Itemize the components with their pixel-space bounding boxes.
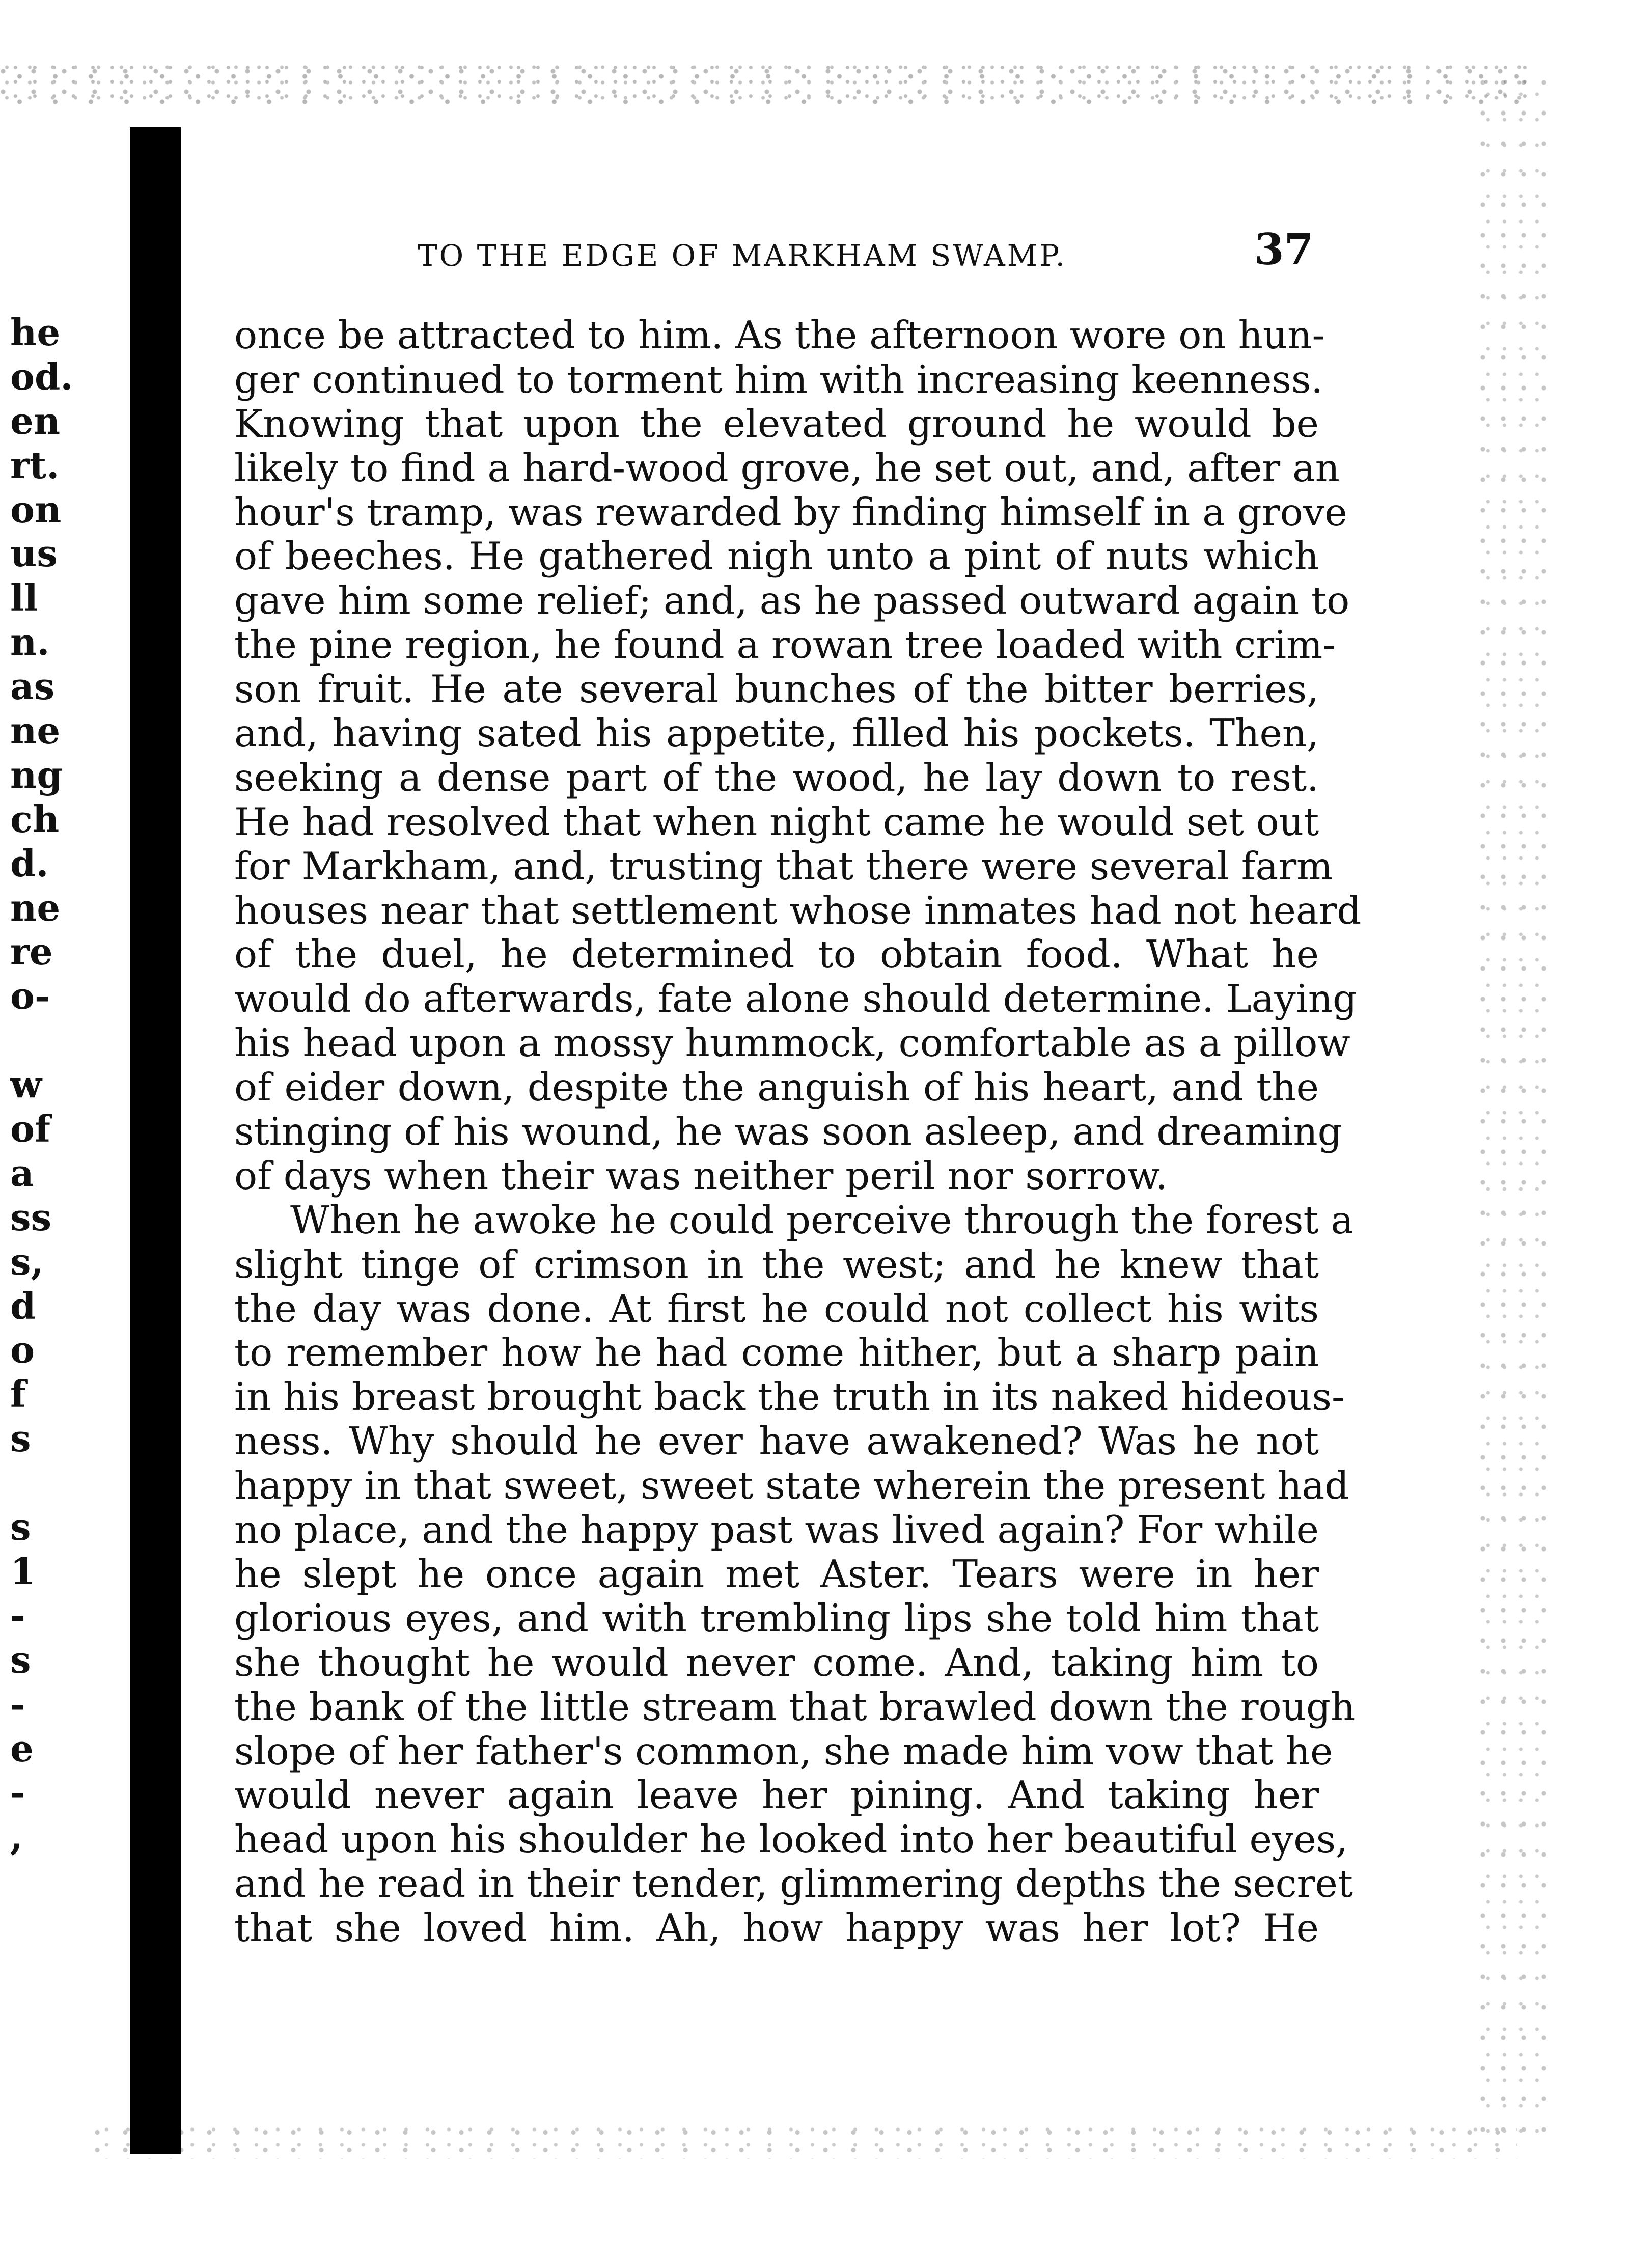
text-line: his head upon a mossy hummock, comfortable as a pillow <box>234 1020 1350 1066</box>
fragment-line: on <box>10 487 62 531</box>
fragment-line: en <box>10 399 61 442</box>
fragment-line: ne <box>10 709 61 753</box>
fragment-line: od. <box>10 354 73 398</box>
fragment-line: ll <box>10 576 38 620</box>
fragment-line: ng <box>10 753 63 796</box>
fragment-line: s <box>10 1505 31 1549</box>
page-header <box>234 224 1314 275</box>
fragment-line: n. <box>10 620 50 664</box>
gutter-shadow <box>130 127 181 2154</box>
fragment-line: rt. <box>10 443 60 487</box>
text-line: glorious eyes, and with trembling lips she told him that <box>234 1595 1319 1641</box>
text-line: houses near that settlement whose inmates had not heard <box>234 888 1362 933</box>
text-line: When he awoke he could perceive through the forest a <box>290 1197 1354 1242</box>
text-line: slight tinge of crimson in the west; and he knew that <box>234 1241 1319 1287</box>
text-line: likely to find a hard-wood grove, he set out, and, after an <box>234 445 1340 490</box>
text-line: for Markham, and, trusting that there were several farm <box>234 843 1333 889</box>
adjacent-page-fragments <box>10 311 102 1859</box>
fragment-line: w <box>10 1063 42 1107</box>
fragment-line: of <box>10 1107 50 1151</box>
text-line: of the duel, he determined to obtain food. What he <box>234 932 1319 977</box>
text-line: to remember how he had come hither, but a sharp pain <box>234 1330 1319 1375</box>
scan-noise-bottom <box>92 2123 1517 2159</box>
fragment-line: - <box>10 1682 25 1726</box>
fragment-line: d <box>10 1284 36 1327</box>
text-line: the pine region, he found a rowan tree loaded with crim- <box>234 622 1336 668</box>
fragment-line: e <box>10 1726 34 1770</box>
text-line: the day was done. At first he could not collect his wits <box>234 1286 1319 1331</box>
text-line: slope of her father's common, she made him vow that he <box>234 1728 1333 1774</box>
fragment-line: d. <box>10 841 49 885</box>
text-line: and he read in their tender, glimmering depths the secret <box>234 1861 1353 1906</box>
page-number: 37 <box>1254 224 1314 274</box>
fragment-line: o <box>10 1328 35 1372</box>
running-head: TO THE EDGE OF MARKHAM SWAMP. <box>418 238 1067 273</box>
fragment-line: s <box>10 1638 31 1681</box>
fragment-line: ss <box>10 1195 52 1239</box>
text-line: seeking a dense part of the wood, he lay down to rest. <box>234 755 1319 800</box>
text-line: once be attracted to him. As the afternoon wore on hun- <box>234 313 1325 357</box>
text-line: stinging of his wound, he was soon asleep, and dreaming <box>234 1109 1342 1154</box>
text-line: the bank of the little stream that brawled down the rough <box>234 1684 1356 1729</box>
text-line: of beeches. He gathered nigh unto a pint of nuts which <box>234 534 1319 579</box>
text-line: ger continued to torment him with increasing keenness. <box>234 356 1323 402</box>
fragment-line: o- <box>10 974 50 1018</box>
scan-noise-right <box>1477 76 1548 2139</box>
fragment-line: a <box>10 1151 34 1195</box>
fragment-line: f <box>10 1372 26 1416</box>
text-line: ness. Why should he ever have awakened? Was he not <box>234 1419 1319 1464</box>
text-line: no place, and the happy past was lived again? For while <box>234 1507 1319 1553</box>
fragment-line: as <box>10 665 55 708</box>
fragment-line: s <box>10 1417 31 1460</box>
body-text <box>234 313 1362 1951</box>
text-line: in his breast brought back the truth in its naked hideous- <box>234 1374 1345 1420</box>
fragment-line <box>10 1018 102 1063</box>
text-line: Knowing that upon the elevated ground he would be <box>234 401 1319 446</box>
text-line: hour's tramp, was rewarded by finding himself in a grove <box>234 489 1347 535</box>
fragment-line: ch <box>10 797 60 841</box>
fragment-line: ne <box>10 886 61 929</box>
text-line: and, having sated his appetite, filled his pockets. Then, <box>234 711 1319 756</box>
fragment-line: , <box>10 1815 23 1859</box>
text-line: would do afterwards, fate alone should determine. Laying <box>234 976 1358 1021</box>
scan-noise-top <box>0 61 1528 107</box>
text-line: of eider down, despite the anguish of his heart, and the <box>234 1065 1319 1110</box>
text-line: happy in that sweet, sweet state wherein the present had <box>234 1463 1349 1508</box>
fragment-line: - <box>10 1593 25 1637</box>
text-line: of days when their was neither peril nor sorrow. <box>234 1153 1168 1198</box>
text-line: son fruit. He ate several bunches of the bitter berries, <box>234 667 1319 712</box>
fragment-line <box>10 1461 102 1505</box>
text-line: would never again leave her pining. And taking her <box>234 1773 1319 1818</box>
text-line: he slept he once again met Aster. Tears were in her <box>234 1551 1319 1596</box>
text-line: head upon his shoulder he looked into her beautiful eyes, <box>234 1817 1348 1862</box>
fragment-line: s, <box>10 1239 44 1283</box>
fragment-line: us <box>10 532 58 575</box>
fragment-line: he <box>10 311 61 354</box>
text-line: He had resolved that when night came he would set out <box>234 799 1319 844</box>
fragment-line: re <box>10 930 53 974</box>
text-line: gave him some relief; and, as he passed outward again to <box>234 578 1350 623</box>
text-line: that she loved him. Ah, how happy was her lot? He <box>234 1905 1319 1951</box>
text-line: she thought he would never come. And, taking him to <box>234 1640 1319 1685</box>
fragment-line: 1 <box>10 1549 36 1593</box>
fragment-line: - <box>10 1771 25 1814</box>
